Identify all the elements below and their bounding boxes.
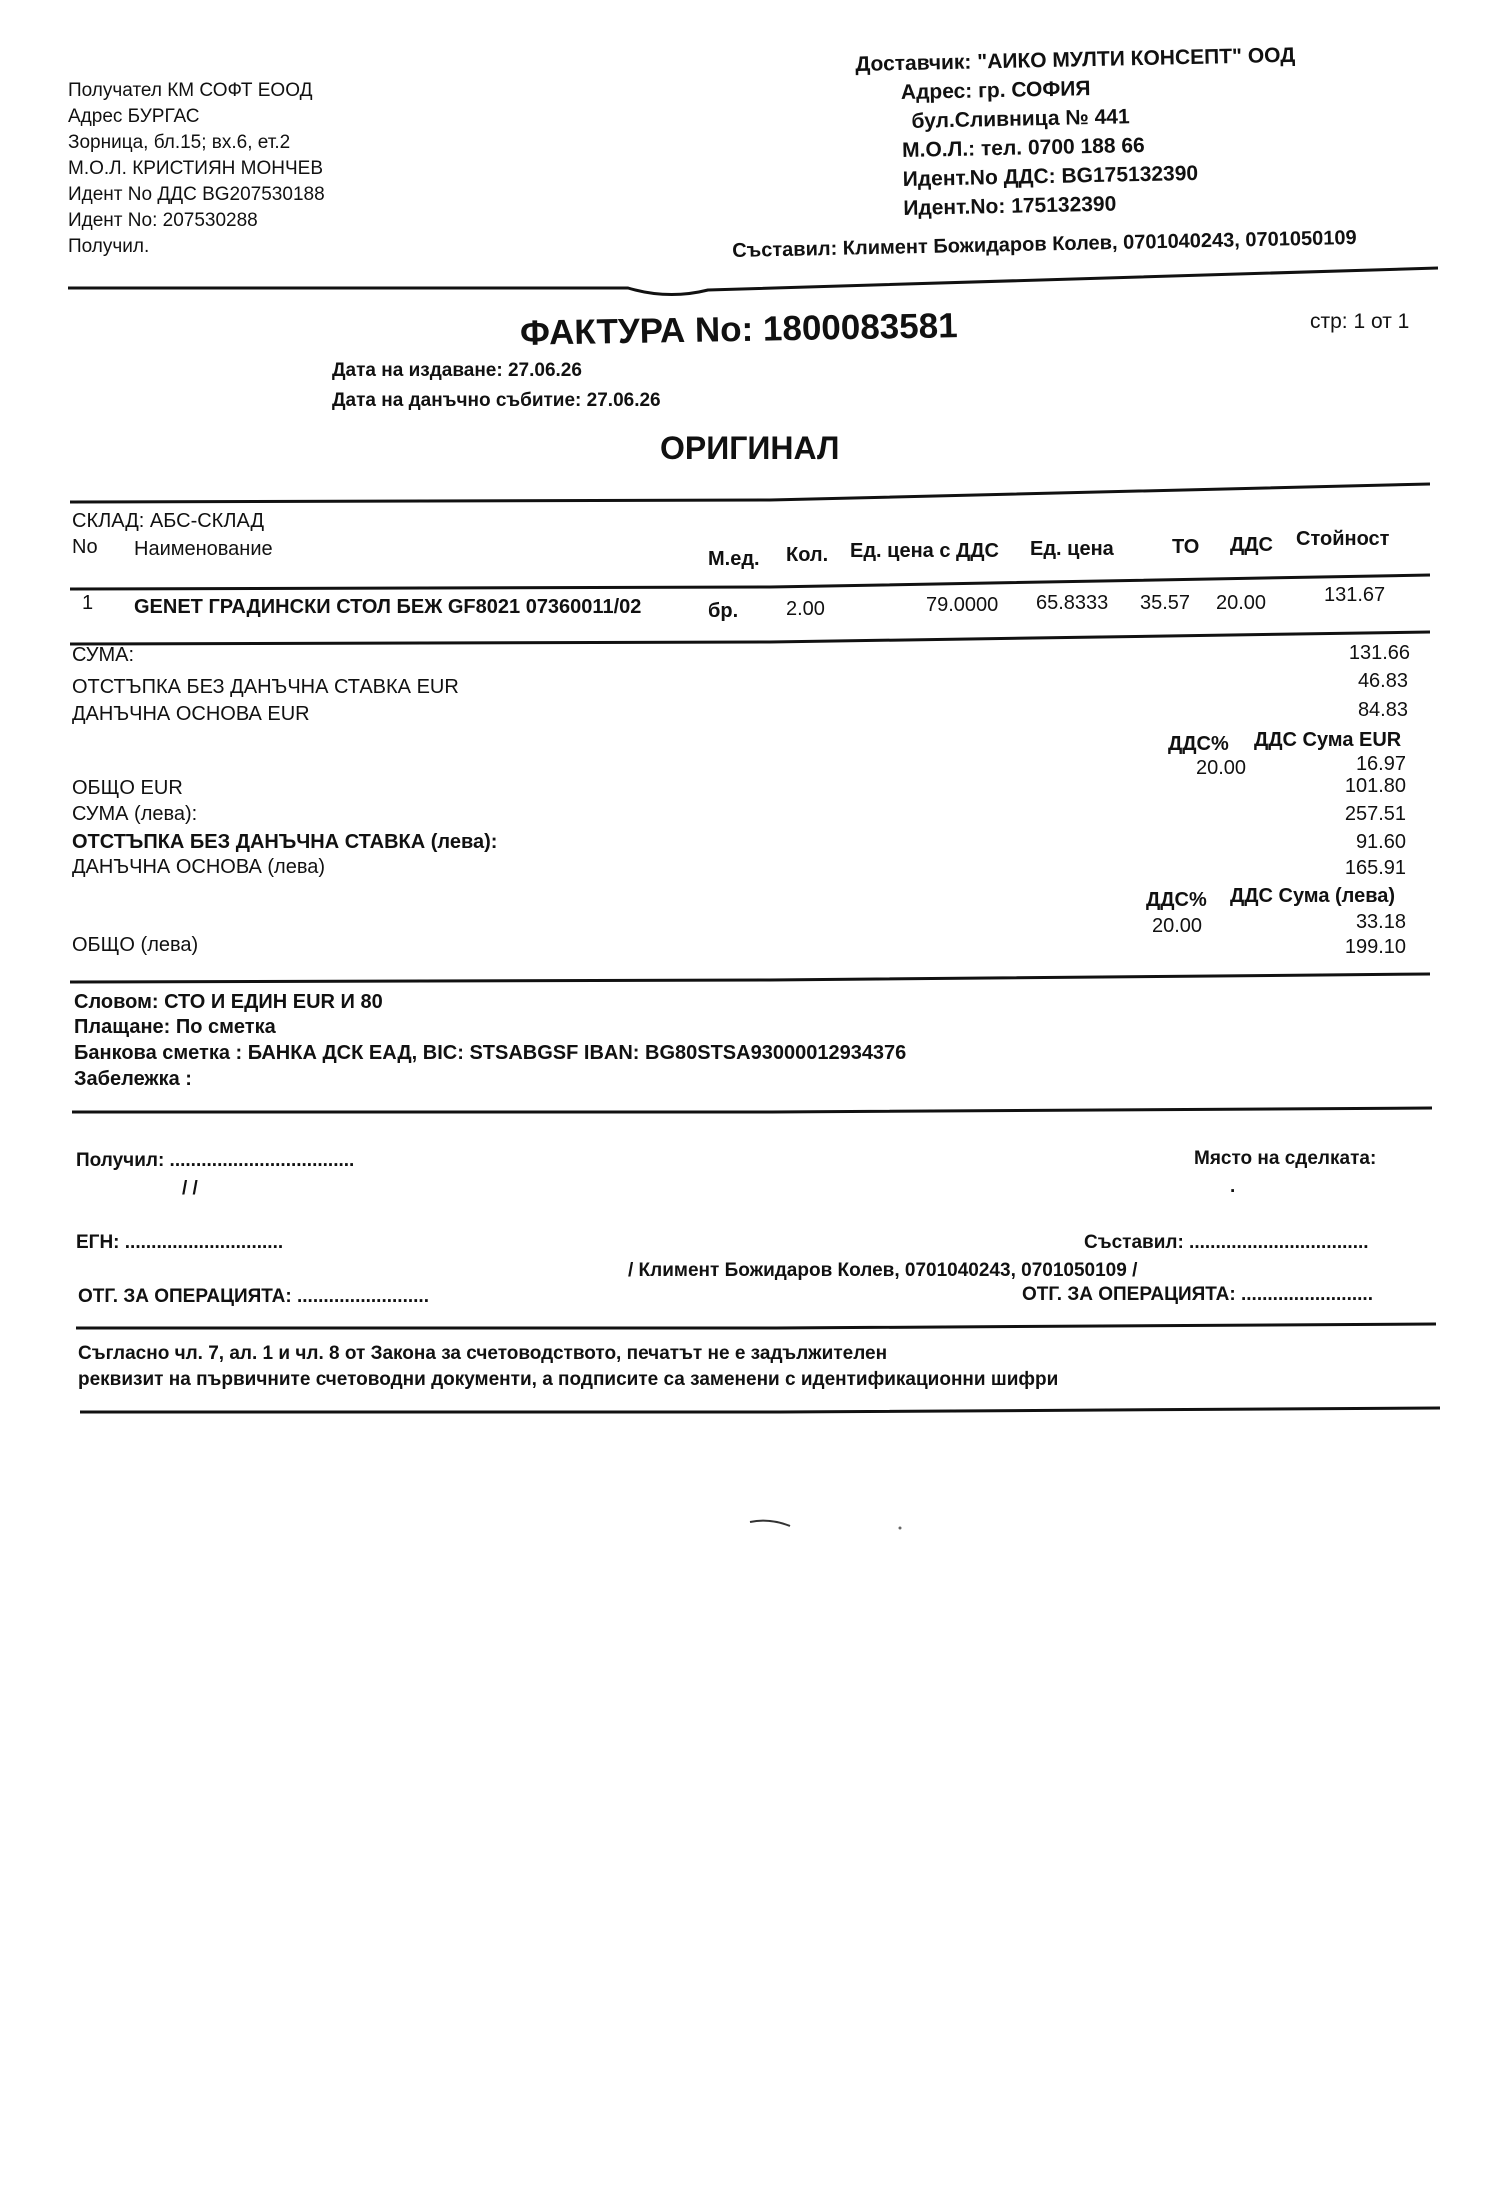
table-top-line [70, 478, 1430, 508]
received-date: / / [182, 1178, 198, 1199]
copy-type: ОРИГИНАЛ [660, 430, 840, 466]
header-price-vat: Ед. цена с ДДС [850, 540, 999, 562]
payment-line [72, 1100, 1432, 1120]
scan-artifact [740, 1510, 940, 1540]
base-bgn-label: ДАНЪЧНА ОСНОВА (лева) [72, 856, 326, 878]
recipient-line: Адрес БУРГАС [68, 106, 200, 127]
sum-eur-label: СУМА: [72, 644, 135, 666]
header-value: Стойност [1296, 528, 1390, 550]
payment-method: Плащане: По сметка [74, 1016, 276, 1038]
discount-bgn-label: ОТСТЪПКА БЕЗ ДАНЪЧНА СТАВКА (лева): [72, 831, 498, 853]
total-eur-value: 101.80 [1344, 775, 1406, 797]
row-price: 65.8333 [1036, 592, 1109, 614]
supplier-block [855, 41, 1299, 224]
deal-place-label: Място на сделката: [1194, 1148, 1377, 1169]
recipient-line: Зорница, бл.15; вх.6, ет.2 [68, 132, 291, 153]
amount-in-words: Словом: СТО И ЕДИН EUR И 80 [74, 991, 383, 1013]
supplier-name: Доставчик: "АИКО МУЛТИ КОНСЕПТ" ООД [855, 43, 1296, 76]
header-vat: ДДС [1230, 534, 1273, 556]
responsible-right: ОТГ. ЗА ОПЕРАЦИЯТА: ......................... [1022, 1284, 1373, 1305]
discount-bgn-value: 91.60 [1355, 831, 1406, 853]
supplier-mol: М.О.Л.: тел. 0700 188 66 [901, 133, 1145, 163]
responsible-left: ОТГ. ЗА ОПЕРАЦИЯТА: ......................... [78, 1286, 429, 1307]
vat-pct-eur-label: ДДС% [1168, 733, 1229, 755]
legal-note-line [80, 1400, 1440, 1420]
row-to: 35.57 [1140, 592, 1191, 614]
supplier-street: бул.Сливница № 441 [911, 105, 1130, 133]
total-bgn-value: 199.10 [1344, 936, 1406, 958]
sum-bgn-value: 257.51 [1344, 803, 1406, 825]
warehouse-label: СКЛАД: АБС-СКЛАД [72, 510, 264, 532]
discount-eur-label: ОТСТЪПКА БЕЗ ДАНЪЧНА СТАВКА EUR [72, 676, 459, 698]
header-separator [68, 262, 1438, 302]
recipient-line: Получател КМ СОФТ ЕООД [68, 80, 313, 101]
issue-date: Дата на издаване: 27.06.26 [332, 360, 582, 381]
recipient-block [68, 78, 325, 260]
base-eur-label: ДАНЪЧНА ОСНОВА EUR [72, 703, 310, 725]
received-signature: Получил: ................................... [76, 1150, 355, 1171]
sum-bgn-label: СУМА (лева): [72, 803, 198, 825]
header-no: No [72, 536, 98, 558]
header-price: Ед. цена [1030, 538, 1114, 560]
row-no: 1 [82, 592, 94, 614]
compiler-name: / Климент Божидаров Колев, 0701040243, 0701050109 / [628, 1260, 1138, 1281]
base-eur-value: 84.83 [1357, 699, 1408, 721]
row-qty: 2.00 [786, 598, 825, 620]
vat-sum-bgn-label: ДДС Сума (лева) [1230, 885, 1396, 907]
discount-eur-value: 46.83 [1357, 670, 1408, 692]
header-to: ТО [1172, 536, 1200, 558]
sum-eur-value: 131.66 [1348, 642, 1410, 664]
remark: Забележка : [74, 1068, 192, 1090]
vat-sum-bgn-value: 33.18 [1355, 911, 1406, 933]
header-unit: М.ед. [708, 548, 760, 570]
row-unit: бр. [708, 600, 739, 622]
header-qty: Кол. [786, 544, 829, 566]
supplier-compiled-by: Съставил: Климент Божидаров Колев, 0701040243, 0701050109 [732, 226, 1357, 262]
deal-place-value: . [1230, 1176, 1236, 1197]
legal-note-line1: Съгласно чл. 7, ал. 1 и чл. 8 от Закона за счетоводството, печатът не е задължителен [78, 1343, 888, 1364]
supplier-vat-id: Идент.No ДДС: BG175132390 [902, 161, 1199, 192]
legal-note-line2: реквизит на първичните счетоводни документи, а подписите са заменени с идентификационни шифри [78, 1369, 1059, 1390]
vat-sum-eur-value: 16.97 [1355, 753, 1406, 775]
row-name: GENET ГРАДИНСКИ СТОЛ БЕЖ GF8021 07360011/02 [134, 596, 642, 618]
signatures-line [76, 1316, 1436, 1336]
vat-sum-eur-label: ДДС Сума EUR [1254, 729, 1402, 751]
vat-pct-bgn-value: 20.00 [1152, 915, 1203, 937]
recipient-line: Идент No: 207530288 [68, 210, 258, 231]
totals-line [70, 968, 1430, 988]
row-value: 131.67 [1324, 584, 1386, 606]
bank-account: Банкова сметка : БАНКА ДСК ЕАД, BIC: STSABGSF IBAN: BG80STSA93000012934376 [74, 1042, 907, 1064]
row-price-vat: 79.0000 [926, 594, 999, 616]
egn-signature: ЕГН: .............................. [76, 1232, 284, 1253]
base-bgn-value: 165.91 [1344, 857, 1406, 879]
tax-event-date: Дата на данъчно събитие: 27.06.26 [332, 390, 661, 411]
vat-pct-eur-value: 20.00 [1196, 757, 1247, 779]
recipient-line: М.О.Л. КРИСТИЯН МОНЧЕВ [68, 158, 323, 179]
header-name: Наименование [134, 538, 273, 560]
supplier-address: Адрес: гр. СОФИЯ [900, 77, 1091, 105]
invoice-title: ФАКТУРА No: 1800083581 [519, 306, 958, 353]
supplier-id: Идент.No: 175132390 [903, 192, 1117, 221]
compiled-signature: Съставил: .................................. [1084, 1232, 1369, 1253]
row-vat: 20.00 [1216, 592, 1267, 614]
table-header-line [70, 565, 1430, 595]
recipient-line: Получил. [68, 236, 150, 257]
page-number: стр: 1 от 1 [1310, 310, 1410, 333]
recipient-line: Идент No ДДС BG207530188 [68, 184, 325, 205]
total-bgn-label: ОБЩО (лева) [72, 934, 199, 956]
vat-pct-bgn-label: ДДС% [1146, 889, 1207, 911]
total-eur-label: ОБЩО EUR [72, 777, 183, 799]
